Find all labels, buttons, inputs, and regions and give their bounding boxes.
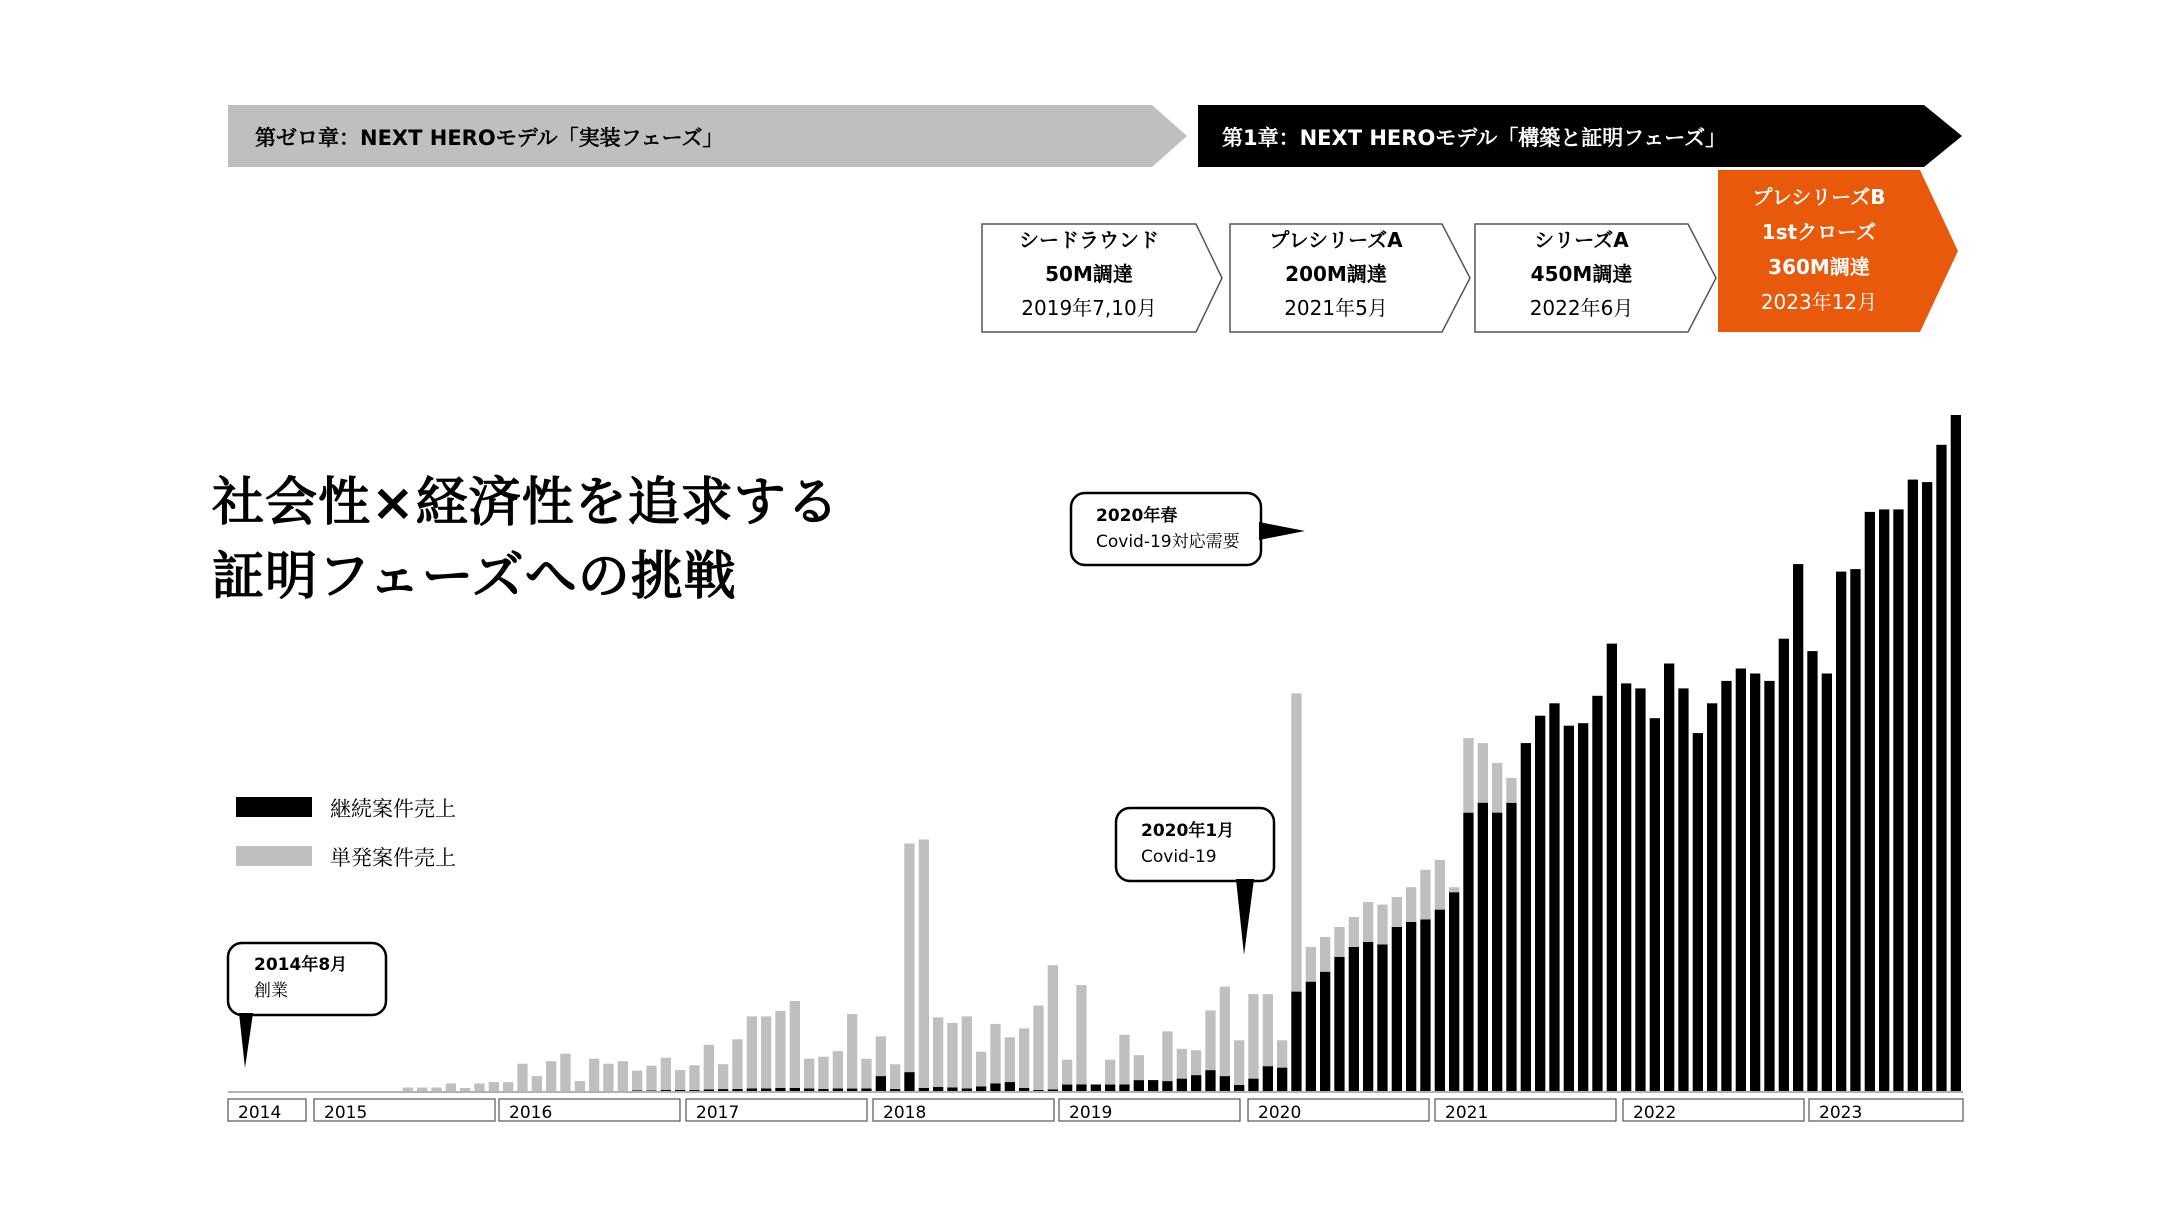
callout-covid-text: Covid-19 — [1141, 847, 1217, 867]
year-label: 2023 — [1819, 1103, 1863, 1123]
round-prea-amount: 200M調達 — [1285, 262, 1387, 286]
title-line-2: 証明フェーズへの挑戦 — [212, 547, 737, 607]
round-prea-date: 2021年5月 — [1284, 296, 1388, 320]
round-seed-name: シードラウンド — [1019, 228, 1159, 252]
year-label: 2014 — [238, 1103, 282, 1123]
callout-spring — [1096, 503, 1240, 555]
callout-founded-text: 創業 — [254, 981, 288, 1001]
phase-zero-label: 第ゼロ章：NEXT HEROモデル「実装フェーズ」 — [255, 126, 724, 150]
phase-one-label: 第1章：NEXT HEROモデル「構築と証明フェーズ」 — [1222, 126, 1727, 150]
year-label: 2019 — [1069, 1103, 1113, 1123]
callout-spring-text: Covid-19対応需要 — [1096, 532, 1240, 552]
callout-founded — [254, 952, 347, 1004]
round-preb-date: 2023年12月 — [1760, 290, 1878, 314]
round-a-amount: 450M調達 — [1530, 262, 1633, 286]
round-a-date: 2022年6月 — [1529, 296, 1634, 320]
year-label: 2021 — [1445, 1103, 1489, 1123]
round-prea-name: プレシリーズA — [1269, 228, 1403, 252]
legend-label-recurring: 継続案件売上 — [330, 797, 456, 821]
round-a-name: シリーズA — [1534, 228, 1629, 252]
year-label: 2017 — [696, 1103, 740, 1123]
year-label: 2018 — [883, 1103, 927, 1123]
legend-label-oneoff: 単発案件売上 — [330, 846, 456, 870]
round-preb-sub: 1stクローズ — [1761, 220, 1877, 244]
callout-covid — [1141, 818, 1234, 870]
year-label: 2016 — [509, 1103, 553, 1123]
callout-founded-date: 2014年8月 — [254, 955, 348, 975]
round-preb-amount: 360M調達 — [1768, 255, 1870, 279]
round-seed-amount: 50M調達 — [1045, 262, 1133, 286]
year-label: 2015 — [324, 1103, 368, 1123]
year-label: 2020 — [1258, 1103, 1302, 1123]
title-line-1: 社会性×経済性を追求する — [212, 473, 840, 533]
year-label: 2022 — [1633, 1103, 1677, 1123]
round-preb-name: プレシリーズB — [1752, 185, 1886, 209]
callout-spring-date: 2020年春 — [1096, 506, 1178, 526]
callout-covid-date: 2020年1月 — [1141, 821, 1235, 841]
round-seed-date: 2019年7,10月 — [1021, 296, 1157, 320]
